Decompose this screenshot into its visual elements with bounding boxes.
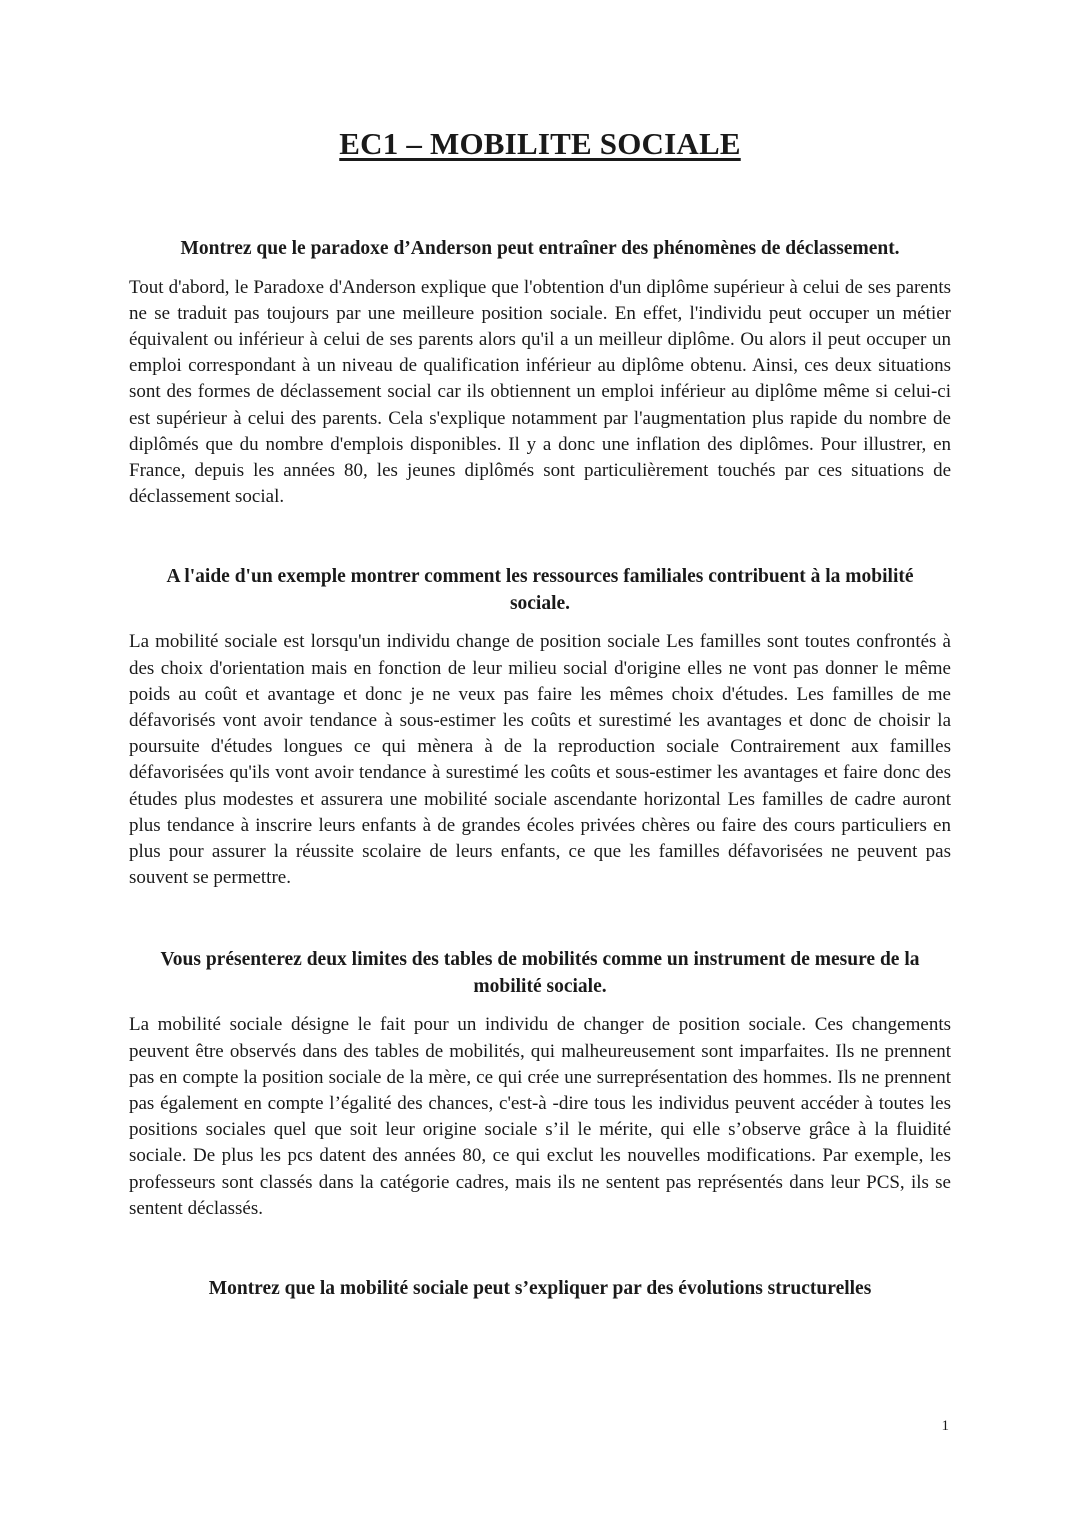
page-number: 1 — [941, 1418, 949, 1434]
section-structural-evolutions — [129, 1276, 951, 1303]
document-title: EC1 – MOBILITE SOCIALE — [339, 126, 741, 161]
section-question: Montrez que le paradoxe d’Anderson peut entraîner des phénomènes de déclassement. — [180, 238, 900, 259]
section-question: A l'aide d'un exemple montrer comment les ressources familiales contribuent à la mobilité sociale. — [166, 566, 914, 614]
section-mobility-tables-limits — [129, 947, 951, 1222]
section-family-resources — [129, 564, 951, 891]
section-question: Montrez que la mobilité sociale peut s’expliquer par des évolutions structurelles — [208, 1277, 872, 1299]
section-answer: La mobilité sociale désigne le fait pour un individu de changer de position sociale. Ces changements peuvent être observés dans des tables de mobilités, qui malheureusement sont imparfaites. Ils ne prennent pas en compte la position sociale de la mère, ce qui crée une surreprésentation des hommes. Ils ne prennent pas également en compte l’égalité des chances, c'est-à -dire tous les individus peuvent accéder à toutes les positions sociales quel que soit leur origine sociale s’il le mérite, qui elle s’observe grâce à la fluidité sociale. De plus les pcs datent des années 80, ce qui exclut les nouvelles modifications. Par exemple, les professeurs sont classés dans la catégorie cadres, mais ils ne sentent pas représentés dans leur PCS, ils se sentent déclassés. — [129, 1014, 951, 1219]
section-question: Vous présenterez deux limites des tables de mobilités comme un instrument de mesure de la mobilité sociale. — [160, 949, 920, 997]
section-answer: Tout d'abord, le Paradoxe d'Anderson explique que l'obtention d'un diplôme supérieur à celui de ses parents ne se traduit pas toujours par une meilleure position sociale. En effet, l'individu peut occuper un métier équivalent ou inférieur à celui de ses parents alors qu'il a un meilleur diplôme. Ou alors il peut occuper un emploi correspondant à un niveau de qualification inférieur au diplôme obtenu. Ainsi, ces deux situations sont des formes de déclassement social car ils obtiennent un emploi inférieur au diplôme même si celui-ci est supérieur à celui des parents. Cela s'explique notamment par l'augmentation plus rapide du nombre de diplômés que du nombre d'emplois disponibles. Il y a donc une inflation des diplômes. Pour illustrer, en France, depuis les années 80, les jeunes diplômés sont particulièrement touchés par ces situations de déclassement social. — [129, 276, 951, 508]
section-answer: La mobilité sociale est lorsqu'un individu change de position sociale Les familles sont toutes confrontés à des choix d'orientation mais en fonction de leur milieu social d'origine elles ne vont pas donner le même poids au coût et avantage et donc je ne veux pas faire les mêmes choix d'études. Les familles de me défavorisés vont avoir tendance à sous-estimer les coûts et surestimé les avantages et donc de choisir la poursuite d'études longues ce qui mènera à de la reproduction sociale Contrairement aux familles défavorisées qu'ils vont avoir tendance à surestimé les coûts et sous-estimer les avantages et faire donc des études plus modestes et assurera une mobilité sociale ascendante horizontal Les familles de cadre auront plus tendance à inscrire leurs enfants à de grandes écoles privées chères ou faire des cours particuliers en plus pour assurer la réussite scolaire de leurs enfants, ce que les familles défavorisées ne peuvent pas souvent se permettre. — [129, 631, 951, 889]
section-anderson-paradox — [129, 236, 951, 510]
document-body — [129, 236, 951, 1314]
